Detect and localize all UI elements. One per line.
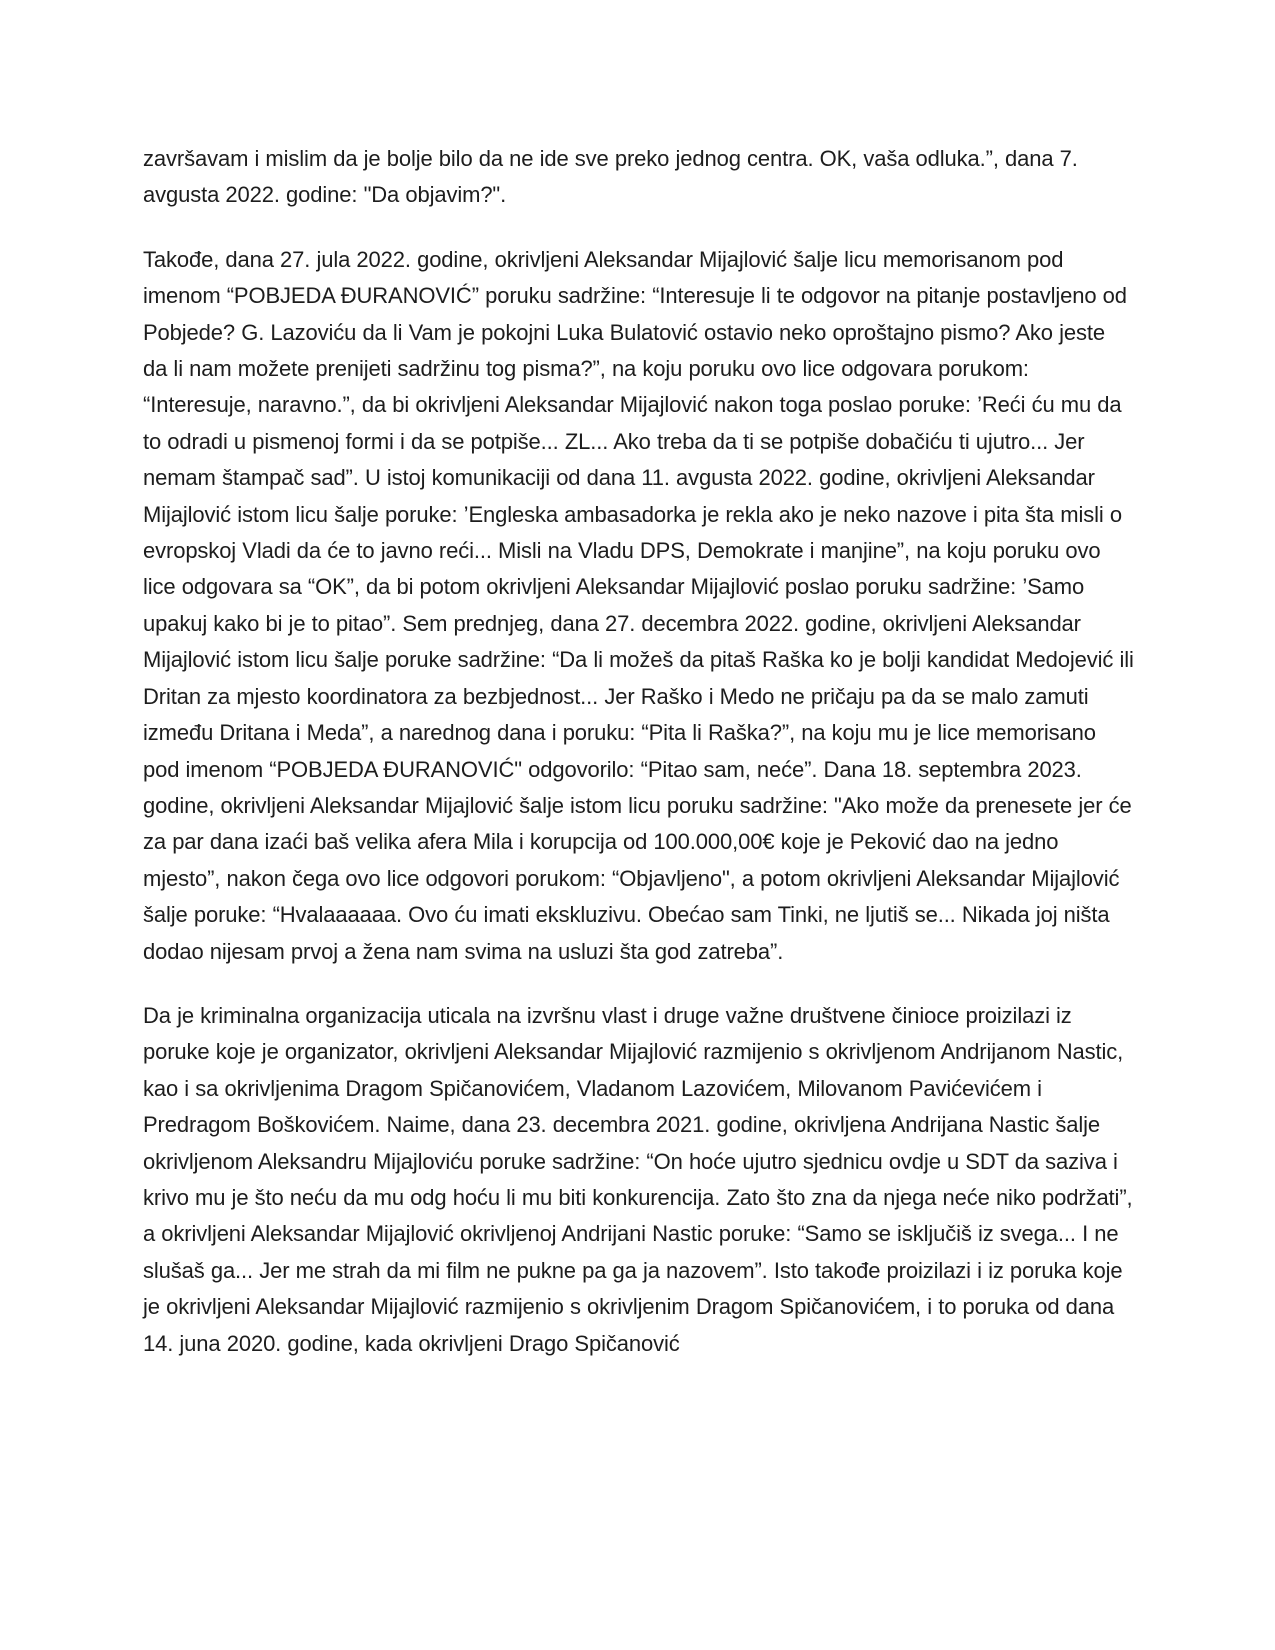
paragraph-criminal-organization-influence: Da je kriminalna organizacija uticala na izvršnu vlast i druge važne društvene činioce proizilazi iz poruke koje je organizator, okrivljeni Aleksandar Mijajlović razmijenio s okrivljenom Andrijanom Nastic, kao i sa okrivljenima Dragom Spičanovićem, Vladanom Lazovićem, Milovanom Pavićevićem i Predragom Boškovićem. Naime, dana 23. decembra 2021. godine, okrivljena Andrijana Nastic šalje okrivljenom Aleksandru Mijajloviću poruke sadržine: “On hoće ujutro sjednicu ovdje u SDT da saziva i krivo mu je što neću da mu odg hoću li mu biti konkurencija. Zato što zna da njega neće niko podržati”, a okrivljeni Aleksandar Mijajlović okrivljenoj Andrijani Nastic poruke: “Samo se isključiš iz svega... I ne slušaš ga... Jer me strah da mi film ne pukne pa ga ja nazovem”. Isto takođe proizilazi i iz poruka koje je okrivljeni Aleksandar Mijajlović razmijenio s okrivljenim Dragom Spičanovićem, i to poruka od dana 14. juna 2020. godine, kada okrivljeni Drago Spičanović (143, 1002, 1133, 1356)
paragraph-continuation: završavam i mislim da je bolje bilo da ne ide sve preko jednog centra. OK, vaša odluka.”, dana 7. avgusta 2022. godine: "Da objavim?". (143, 146, 1078, 208)
paragraph-messages-pobjeda-djuranovic: Takođe, dana 27. jula 2022. godine, okrivljeni Aleksandar Mijajlović šalje licu memorisanom pod imenom “POBJEDA ĐURANOVIĆ” poruku sadržine: “Interesuje li te odgovor na pitanje postavljeno od Pobjede? G. Lazoviću da li Vam je pokojni Luka Bulatović ostavio neko oproštajno pismo? Ako jeste da li nam možete prenijeti sadržinu tog pisma?”, na koju poruku ovo lice odgovara porukom: “Interesuje, naravno.”, da bi okrivljeni Aleksandar Mijajlović nakon toga poslao poruke: ’Reći ću mu da to odradi u pismenoj formi i da se potpiše... ZL... Ako treba da ti se potpiše dobačiću ti ujutro... Jer nemam štampač sad”. U istoj komunikaciji od dana 11. avgusta 2022. godine, okrivljeni Aleksandar Mijajlović istom licu šalje poruke: ’Engleska ambasadorka je rekla ako je neko nazove i pita šta misli o evropskoj Vladi da će to javno reći... Misli na Vladu DPS, Demokrate i manjine”, na koju poruku ovo lice odgovara sa “OK”, da bi potom okrivljeni Aleksandar Mijajlović poslao poruku sadržine: ’Samo upakuj kako bi je to pitao”. Sem prednjeg, dana 27. decembra 2022. godine, okrivljeni Aleksandar Mijajlović istom licu šalje poruke sadržine: “Da li možeš da pitaš Raška ko je bolji kandidat Medojević ili Dritan za mjesto koordinatora za bezbjednost... Jer Raško i Medo ne pričaju pa da se malo zamuti između Dritana i Meda”, a narednog dana i poruku: “Pita li Raška?”, na koju mu je lice memorisano pod imenom “POBJEDA ĐURANOVIĆ" odgovorilo: “Pitao sam, neće”. Dana 18. septembra 2023. godine, okrivljeni Aleksandar Mijajlović šalje istom licu poruku sadržine: "Ako može da prenesete jer će za par dana izaći baš velika afera Mila i korupcija od 100.000,00€ koje je Peković dao na jedno mjesto”, nakon čega ovo lice odgovori porukom: “Objavljeno", a potom okrivljeni Aleksandar Mijajlović šalje poruke: “Hvalaaaaaa. Ovo ću imati ekskluzivu. Obećao sam Tinki, ne ljutiš se... Nikada joj ništa dodao nijesam prvoj a žena nam svima na usluzi šta god zatreba”. (143, 246, 1134, 964)
